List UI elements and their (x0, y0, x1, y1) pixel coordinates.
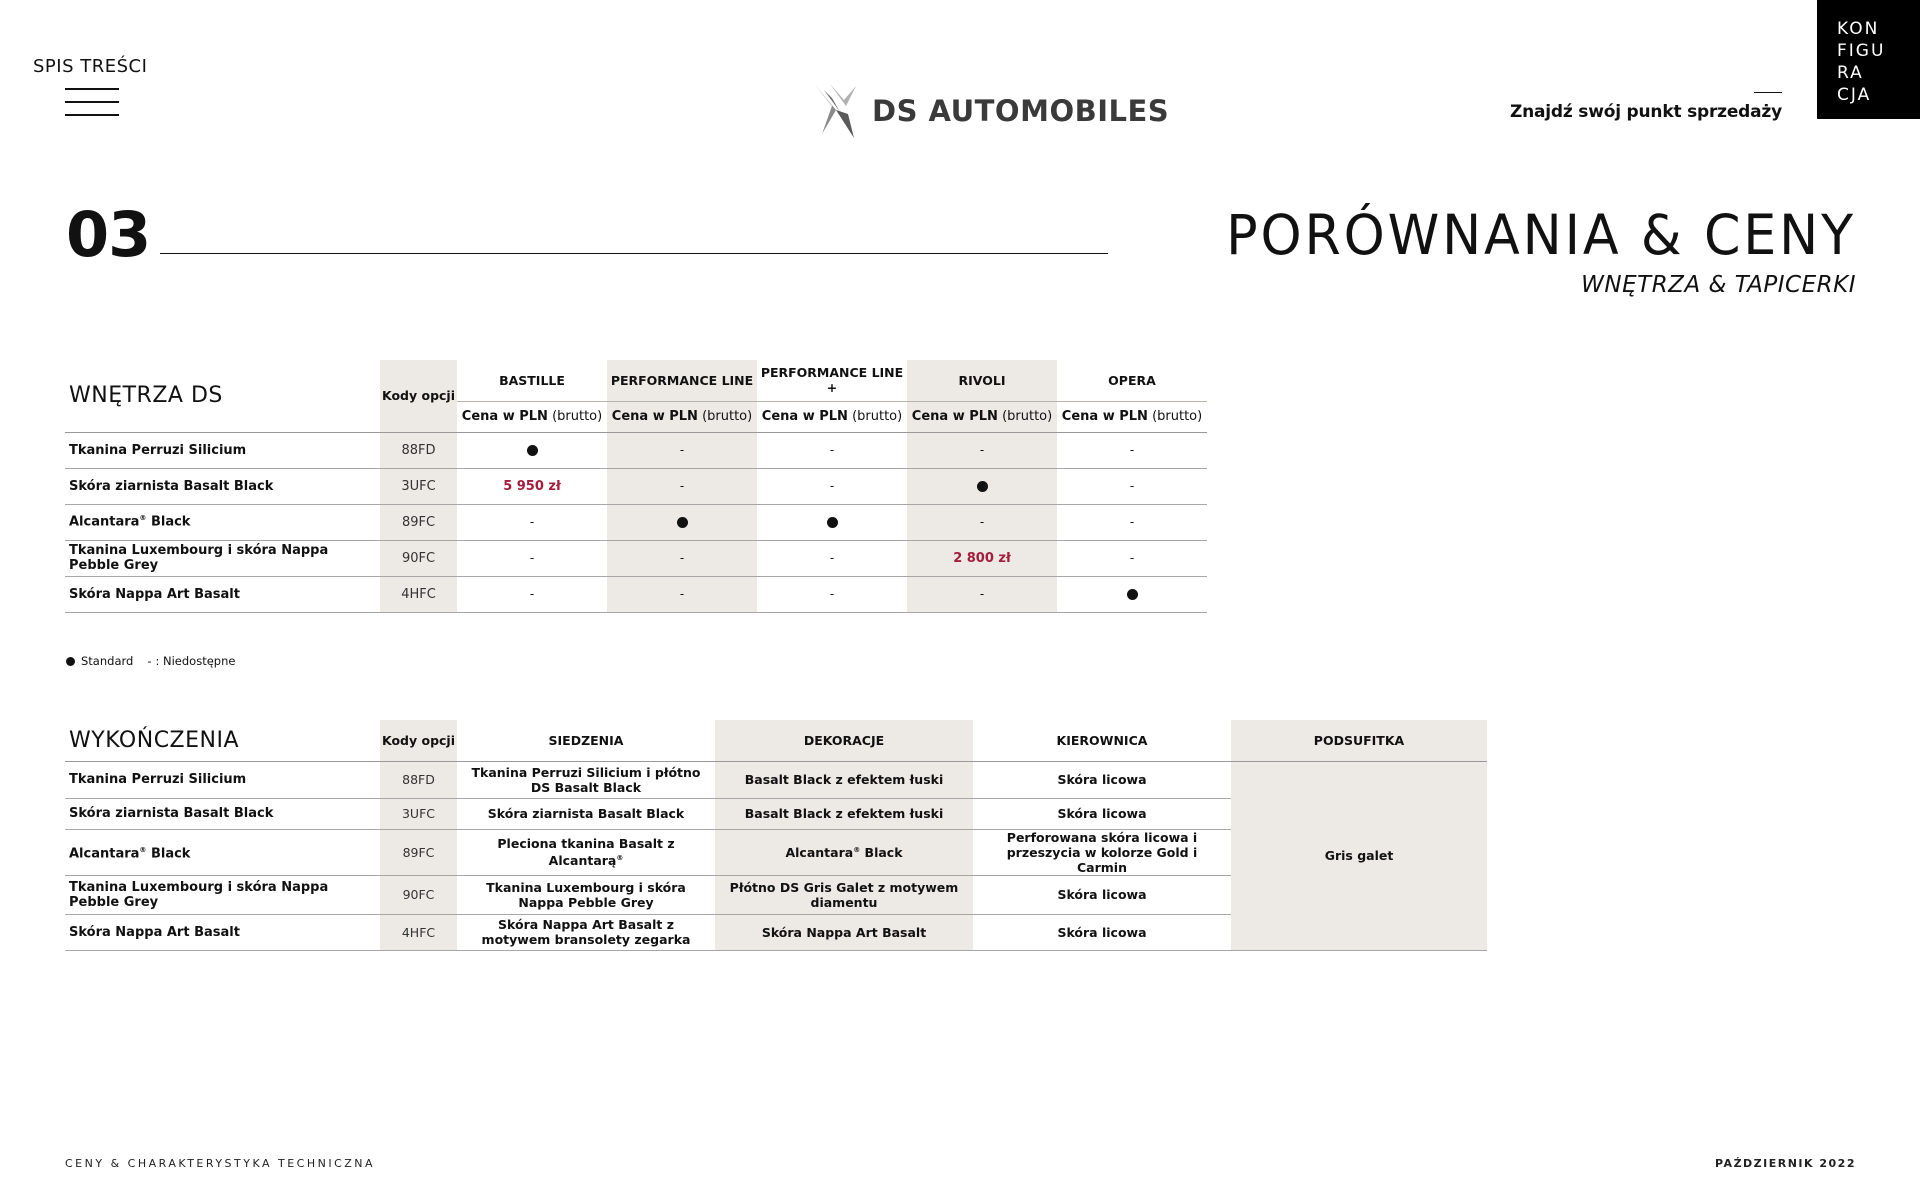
version-header: PERFORMANCE LINE (607, 360, 757, 401)
unavailable-cell: - (457, 540, 607, 576)
config-line: FIGU (1837, 41, 1886, 61)
interior-title: WNĘTRZA DS (65, 360, 380, 432)
brand-logo[interactable] (810, 80, 1169, 142)
decor-cell: Płótno DS Gris Galet z motywem diamentu (715, 875, 973, 914)
standard-dot-icon (1127, 589, 1138, 600)
code-header: Kody opcji (380, 360, 457, 432)
unavailable-cell: - (1057, 432, 1207, 468)
unavailable-cell: - (757, 576, 907, 612)
option-code: 90FC (380, 540, 457, 576)
standard-dot-icon (977, 481, 988, 492)
option-code: 89FC (380, 504, 457, 540)
finish-table (65, 720, 1487, 951)
column-header: KIEROWNICA (973, 720, 1231, 761)
dealer-rule (1754, 92, 1782, 93)
wheel-cell: Perforowana skóra licowa i przeszycia w kolorze Gold i Carmin (973, 829, 1231, 875)
unavailable-cell: - (1057, 468, 1207, 504)
column-header: SIEDZENIA (457, 720, 715, 761)
finish-name: Alcantara® Black (65, 829, 380, 875)
price-cell: 5 950 zł (457, 468, 607, 504)
price-header: Cena w PLN (brutto) (907, 401, 1057, 432)
config-line: CJA (1837, 85, 1872, 105)
version-header: BASTILLE (457, 360, 607, 401)
decor-cell: Basalt Black z efektem łuski (715, 761, 973, 798)
standard-dot-icon (527, 445, 538, 456)
standard-dot-icon (827, 517, 838, 528)
configurator-button[interactable] (1817, 0, 1920, 119)
seats-cell: Skóra Nappa Art Basalt z motywem bransolety zegarka (457, 914, 715, 950)
unavailable-cell: - (757, 432, 907, 468)
option-code: 88FD (380, 761, 457, 798)
ds-logo-icon (810, 80, 866, 142)
code-header: Kody opcji (380, 720, 457, 761)
finish-name: Skóra Nappa Art Basalt (65, 914, 380, 950)
interior-name: Alcantara® Black (65, 504, 380, 540)
standard-cell (757, 504, 907, 540)
decor-cell: Alcantara® Black (715, 829, 973, 875)
option-code: 4HFC (380, 576, 457, 612)
version-header: RIVOLI (907, 360, 1057, 401)
finish-title: WYKOŃCZENIA (65, 720, 380, 761)
unavailable-cell: - (1057, 540, 1207, 576)
legend (66, 654, 235, 668)
toc-label[interactable]: SPIS TREŚCI (33, 56, 148, 77)
wheel-cell: Skóra licowa (973, 798, 1231, 829)
table-of-contents[interactable] (33, 56, 147, 77)
section-rule (160, 253, 1108, 254)
decor-cell: Basalt Black z efektem łuski (715, 798, 973, 829)
wheel-cell: Skóra licowa (973, 761, 1231, 798)
option-code: 88FD (380, 432, 457, 468)
config-line: KON (1837, 19, 1880, 39)
finish-name: Tkanina Luxembourg i skóra Nappa Pebble Grey (65, 875, 380, 914)
interior-name: Skóra Nappa Art Basalt (65, 576, 380, 612)
table-row (65, 504, 1207, 540)
decor-cell: Skóra Nappa Art Basalt (715, 914, 973, 950)
option-code: 3UFC (380, 798, 457, 829)
unavailable-cell: - (757, 540, 907, 576)
interior-name: Tkanina Luxembourg i skóra Nappa Pebble Grey (65, 540, 380, 576)
seats-cell: Pleciona tkanina Basalt z Alcantarą® (457, 829, 715, 875)
standard-cell (1057, 576, 1207, 612)
price-header: Cena w PLN (brutto) (757, 401, 907, 432)
section-number: 03 (66, 198, 151, 271)
seats-cell: Tkanina Luxembourg i skóra Nappa Pebble Grey (457, 875, 715, 914)
dealer-locator[interactable] (1510, 92, 1782, 122)
wheel-cell: Skóra licowa (973, 914, 1231, 950)
footer-right: PAŹDZIERNIK 2022 (1715, 1157, 1856, 1170)
config-line: RA (1837, 63, 1864, 83)
ceiling-cell: Gris galet (1231, 761, 1487, 950)
unavailable-cell: - (457, 504, 607, 540)
unavailable-cell: - (457, 576, 607, 612)
section-title: PORÓWNANIA & CENY (1226, 203, 1856, 267)
seats-cell: Tkanina Perruzi Silicium i płótno DS Basalt Black (457, 761, 715, 798)
table-row (65, 432, 1207, 468)
hamburger-menu-icon[interactable] (65, 88, 119, 118)
unavailable-cell: - (907, 432, 1057, 468)
column-header: PODSUFITKA (1231, 720, 1487, 761)
price-cell: 2 800 zł (907, 540, 1057, 576)
brand-name: DS AUTOMOBILES (872, 94, 1170, 128)
standard-dot-icon (677, 517, 688, 528)
unavailable-cell: - (1057, 504, 1207, 540)
unavailable-cell: - (607, 540, 757, 576)
price-header: Cena w PLN (brutto) (1057, 401, 1207, 432)
version-header: PERFORMANCE LINE + (757, 360, 907, 401)
interior-table (65, 360, 1207, 613)
option-code: 4HFC (380, 914, 457, 950)
price-header: Cena w PLN (brutto) (457, 401, 607, 432)
unavailable-cell: - (607, 432, 757, 468)
version-header: OPERA (1057, 360, 1207, 401)
table-row (65, 540, 1207, 576)
standard-cell (907, 468, 1057, 504)
legend-unavailable: : Niedostępne (155, 654, 236, 668)
standard-cell (457, 432, 607, 468)
column-header: DEKORACJE (715, 720, 973, 761)
unavailable-cell: - (757, 468, 907, 504)
option-code: 89FC (380, 829, 457, 875)
unavailable-cell: - (607, 468, 757, 504)
wheel-cell: Skóra licowa (973, 875, 1231, 914)
footer-left: CENY & CHARAKTERYSTYKA TECHNICZNA (65, 1157, 376, 1170)
option-code: 3UFC (380, 468, 457, 504)
unavailable-cell: - (607, 576, 757, 612)
standard-cell (607, 504, 757, 540)
finish-name: Tkanina Perruzi Silicium (65, 761, 380, 798)
table-row (65, 761, 1487, 798)
interior-name: Tkanina Perruzi Silicium (65, 432, 380, 468)
finish-name: Skóra ziarnista Basalt Black (65, 798, 380, 829)
unavailable-cell: - (907, 576, 1057, 612)
seats-cell: Skóra ziarnista Basalt Black (457, 798, 715, 829)
interior-name: Skóra ziarnista Basalt Black (65, 468, 380, 504)
dealer-link[interactable]: Znajdź swój punkt sprzedaży (1510, 102, 1782, 122)
legend-standard: Standard (81, 654, 134, 668)
price-header: Cena w PLN (brutto) (607, 401, 757, 432)
unavailable-cell: - (907, 504, 1057, 540)
standard-dot-icon (66, 657, 75, 666)
section-subtitle: WNĘTRZA & TAPICERKI (1581, 272, 1856, 298)
dash-icon: - (147, 654, 152, 668)
table-row (65, 576, 1207, 612)
option-code: 90FC (380, 875, 457, 914)
table-row (65, 468, 1207, 504)
